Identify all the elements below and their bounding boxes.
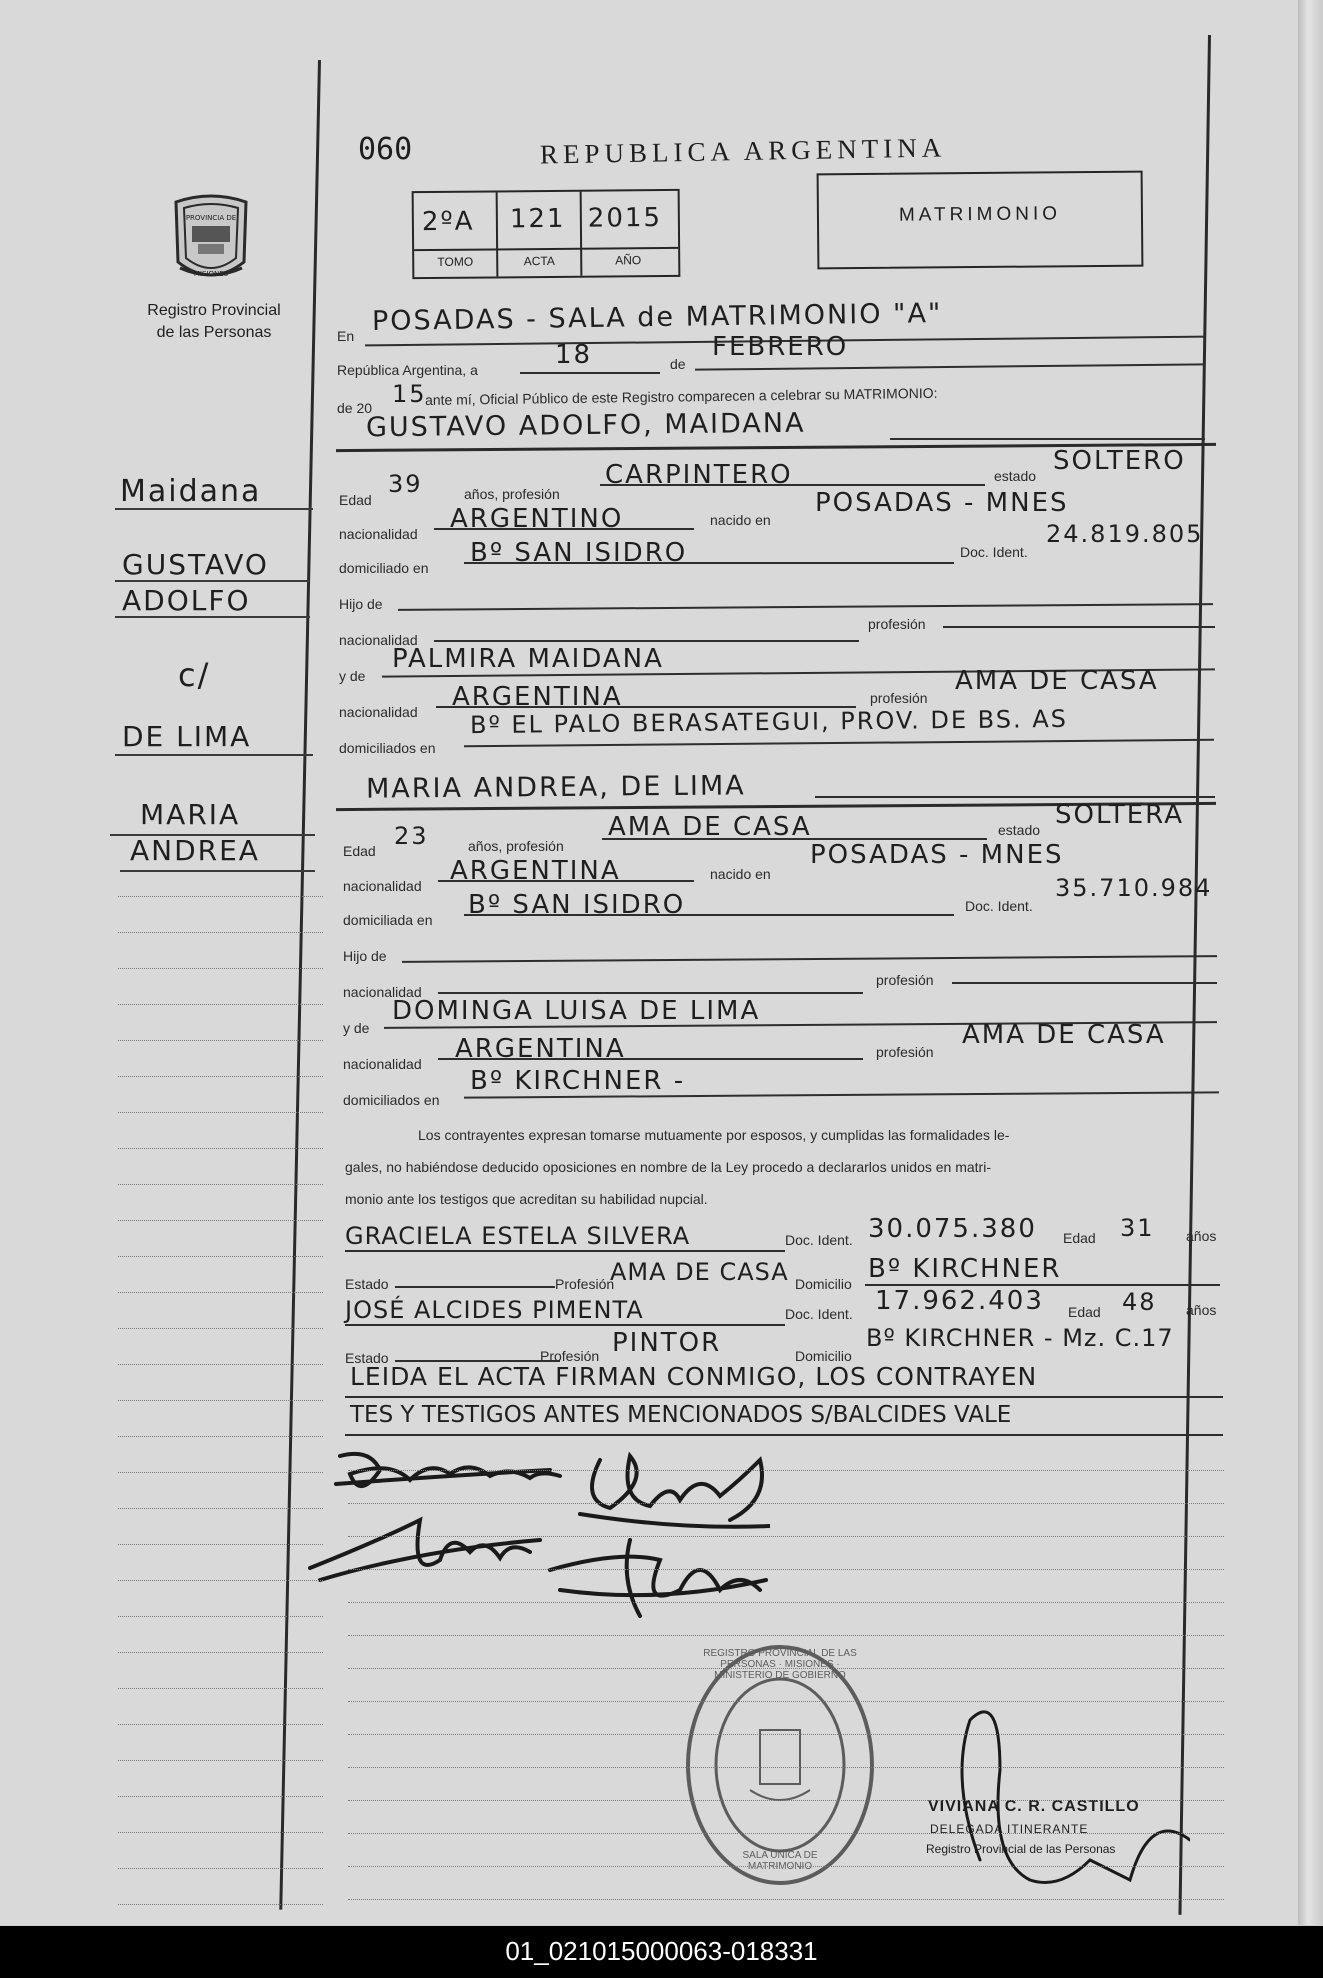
stamp-outer-text: REGISTRO PROVINCIAL DE LAS PERSONAS · MISIONES · MINISTERIO DE GOBIERNO — [703, 1648, 857, 1681]
groom-nacido-label: nacido en — [710, 512, 771, 528]
groom-mother: PALMIRA MAIDANA — [392, 644, 664, 674]
witness1-anos-label: años — [1186, 1228, 1217, 1244]
groom-hijo-label: Hijo de — [339, 596, 383, 612]
bride-name: MARIA ANDREA, DE LIMA — [365, 770, 746, 805]
margin-rule-line — [118, 1040, 323, 1041]
day-value: 18 — [555, 340, 593, 370]
act-type-label: MATRIMONIO — [898, 203, 1062, 226]
registry-stamp — [680, 1640, 880, 1890]
province-coat-of-arms-logo — [170, 192, 252, 290]
bride-domiciliado-label: domiciliada en — [343, 912, 433, 928]
stamp-inner-text: SALA UNICA DE MATRIMONIO — [742, 1850, 818, 1872]
de20-label: de 20 — [337, 400, 373, 416]
witness-signature-2 — [550, 1540, 766, 1616]
groom-anos-profesion-label: años, profesión — [464, 486, 560, 502]
body-rule-line — [348, 1701, 1224, 1702]
margin-rule-line — [118, 896, 323, 897]
margin-rule-line — [118, 1832, 323, 1833]
bride-hijo-label: Hijo de — [343, 948, 387, 964]
witness2-anos-label: años — [1186, 1302, 1217, 1318]
bride-age: 23 — [394, 822, 429, 850]
bride-mother-profession: AMA DE CASA — [962, 1020, 1166, 1050]
formal-text-line2: gales, no habiéndose deducido oposiciones en nombre de la Ley procedo a declararlos unidos en matri- — [345, 1159, 991, 1175]
groom-edad-label: Edad — [339, 492, 372, 508]
bride-nationality: ARGENTINA — [450, 856, 621, 886]
margin-rule-line — [118, 1544, 323, 1545]
witness2-name: JOSÉ ALCIDES PIMENTA — [345, 1296, 644, 1324]
bride-nacido-label: nacido en — [710, 866, 771, 882]
groom-mother-nat-label: nacionalidad — [339, 704, 418, 720]
reference-table — [412, 189, 681, 279]
body-rule-line — [348, 1800, 1224, 1801]
groom-age: 39 — [388, 470, 423, 498]
en-label: En — [337, 328, 355, 344]
witness2-age: 48 — [1122, 1288, 1157, 1316]
margin-rule-line — [118, 1184, 323, 1185]
margin-rule-line — [118, 1904, 323, 1905]
witness1-doc-label: Doc. Ident. — [785, 1232, 853, 1248]
bride-address: Bº SAN ISIDRO — [468, 890, 686, 920]
witness1-profession: AMA DE CASA — [610, 1258, 789, 1286]
margin-rule-line — [118, 1652, 323, 1653]
margin-rule-line — [118, 1472, 323, 1473]
margin-rule-line — [118, 932, 323, 933]
witness1-estado-label: Estado — [345, 1276, 389, 1292]
groom-father-prof-label: profesión — [868, 616, 926, 632]
margin-groom-given1: GUSTAVO — [122, 548, 269, 581]
witness1-domicilio-label: Domicilio — [795, 1276, 852, 1292]
acta-value: 121 — [509, 203, 566, 235]
margin-rule-line — [118, 1868, 323, 1869]
groom-mother-profession: AMA DE CASA — [955, 666, 1159, 696]
margin-rule-line — [118, 968, 323, 969]
body-rule-line — [348, 1734, 1224, 1735]
groom-estado-label: estado — [994, 468, 1037, 484]
groom-profession: CARPINTERO — [605, 460, 793, 490]
groom-birthplace: POSADAS - MNES — [815, 488, 1069, 518]
tomo-label: TOMO — [437, 254, 474, 269]
bride-mother-nat-label: nacionalidad — [343, 1056, 422, 1072]
formal-text-line1: Los contrayentes expresan tomarse mutuamente por esposos, y cumplidas las formalidades le- — [418, 1127, 1010, 1143]
svg-text:MISIONES: MISIONES — [193, 270, 229, 278]
scan-footer — [0, 1926, 1323, 1978]
groom-father-nat-label: nacionalidad — [339, 632, 418, 648]
witness1-age: 31 — [1120, 1214, 1155, 1242]
margin-rule-line — [118, 1076, 323, 1077]
groom-name: GUSTAVO ADOLFO, MAIDANA — [365, 407, 806, 444]
margin-rule-line — [118, 1508, 323, 1509]
signatures-area — [300, 1440, 770, 1620]
bride-estado-label: estado — [998, 822, 1041, 838]
bride-doc-number: 35.710.984 — [1055, 874, 1213, 902]
bride-father-nat-label: nacionalidad — [343, 984, 422, 1000]
margin-rule-line — [118, 1400, 323, 1401]
witness1-address: Bº KIRCHNER — [868, 1254, 1062, 1284]
groom-nationality: ARGENTINO — [450, 504, 624, 534]
body-rule-line — [348, 1899, 1224, 1900]
margin-rule-line — [118, 1796, 323, 1797]
margin-rule-line — [118, 1724, 323, 1725]
month-value: FEBRERO — [712, 332, 849, 362]
witness2-domicilio-label: Domicilio — [795, 1348, 852, 1364]
witness-signature-1 — [310, 1520, 540, 1580]
margin-conjunction: c/ — [178, 656, 211, 694]
official-office: Registro Provincial de las Personas — [926, 1842, 1116, 1856]
body-rule-line — [348, 1569, 1224, 1570]
official-signature — [890, 1680, 1190, 1910]
bride-father-prof-label: profesión — [876, 972, 934, 988]
body-rule-line — [348, 1833, 1224, 1834]
groom-doc-number: 24.819.805 — [1046, 520, 1204, 548]
margin-rule-line — [118, 1292, 323, 1293]
margin-rule-line — [118, 1220, 323, 1221]
margin-groom-given2: ADOLFO — [122, 584, 251, 617]
body-rule-line — [348, 1635, 1224, 1636]
acta-label: ACTA — [523, 253, 555, 269]
body-rule-line — [348, 1470, 1224, 1471]
witness2-address: Bº KIRCHNER - Mz. C.17 — [866, 1324, 1174, 1352]
bride-nacionalidad-label: nacionalidad — [343, 878, 422, 894]
witness1-profesion-label: Profesión — [555, 1276, 615, 1292]
bride-signature — [580, 1456, 770, 1527]
bride-parents-dom-label: domiciliados en — [343, 1092, 440, 1108]
bride-anos-profesion-label: años, profesión — [468, 838, 564, 854]
margin-bride-given1: MARIA — [140, 798, 241, 831]
witness1-doc: 30.075.380 — [868, 1214, 1037, 1244]
groom-doc-label: Doc. Ident. — [960, 544, 1028, 560]
margin-rule-line — [118, 1580, 323, 1581]
footer-id: 01_021015000063-018331 — [505, 1936, 818, 1966]
bride-birthplace: POSADAS - MNES — [810, 840, 1064, 870]
body-rule-line — [348, 1602, 1224, 1603]
official-title: DELEGADA ITINERANTE — [930, 1822, 1089, 1836]
body-rule-line — [348, 1767, 1224, 1768]
bride-parents-address: Bº KIRCHNER - — [470, 1066, 686, 1096]
de-label: de — [670, 356, 686, 372]
groom-parents-address: Bº EL PALO BERASATEGUI, PROV. DE BS. AS — [469, 704, 1069, 740]
margin-groom-surname: Maidana — [120, 474, 262, 509]
witness2-profession: PINTOR — [612, 1328, 722, 1358]
witness2-estado-label: Estado — [345, 1350, 389, 1366]
groom-yde-label: y de — [339, 668, 366, 684]
margin-rule-line — [118, 1364, 323, 1365]
groom-nacionalidad-label: nacionalidad — [339, 526, 418, 542]
body-rule-line — [348, 1866, 1224, 1867]
formal-text-line3: monio ante los testigos que acreditan su habilidad nupcial. — [345, 1191, 708, 1207]
registry-name-line2: de las Personas — [156, 324, 272, 341]
bride-mother-prof-label: profesión — [876, 1044, 934, 1060]
witness2-edad-label: Edad — [1068, 1304, 1101, 1320]
page-edge — [1298, 0, 1323, 1925]
groom-mother-nationality: ARGENTINA — [452, 682, 623, 712]
margin-bride-surname: DE LIMA — [122, 720, 252, 753]
place-value: POSADAS - SALA de MATRIMONIO "A" — [371, 298, 943, 337]
margin-rule-line — [118, 1112, 323, 1113]
closing-line2: TES Y TESTIGOS ANTES MENCIONADOS S/BALCIDES VALE — [350, 1402, 1012, 1428]
bride-edad-label: Edad — [343, 843, 376, 859]
bride-mother: DOMINGA LUISA DE LIMA — [392, 996, 761, 1026]
margin-rule-line — [118, 1148, 323, 1149]
anio-value: 2015 — [587, 202, 663, 234]
act-type-box — [817, 171, 1144, 270]
tomo-value: 2ºA — [421, 206, 475, 238]
groom-mother-prof-label: profesión — [870, 690, 928, 706]
body-rule-line — [348, 1668, 1224, 1669]
margin-rule-line — [118, 1328, 323, 1329]
bride-profession: AMA DE CASA — [608, 812, 812, 842]
margin-rule-line — [118, 1688, 323, 1689]
groom-domiciliado-label: domiciliado en — [339, 560, 429, 576]
margin-rule-line — [118, 1616, 323, 1617]
bride-marital-status: SOLTERA — [1055, 800, 1184, 830]
groom-address: Bº SAN ISIDRO — [470, 538, 688, 568]
closing-line1: LEIDA EL ACTA FIRMAN CONMIGO, LOS CONTRAYEN — [350, 1362, 1038, 1391]
margin-bride-given2: ANDREA — [130, 834, 260, 867]
body-rule-line — [348, 1536, 1224, 1537]
margin-rule-line — [118, 1760, 323, 1761]
groom-parents-dom-label: domiciliados en — [339, 740, 436, 756]
intro-sentence: ante mí, Oficial Público de este Registro comparecen a celebrar su MATRIMONIO: — [424, 384, 938, 408]
witness2-profesion-label: Profesión — [540, 1348, 600, 1364]
witness1-edad-label: Edad — [1063, 1230, 1096, 1246]
registry-name-line1: Registro Provincial — [147, 302, 281, 319]
witness2-doc-label: Doc. Ident. — [785, 1306, 853, 1322]
page-number: 060 — [358, 132, 413, 167]
witness1-name: GRACIELA ESTELA SILVERA — [345, 1222, 691, 1250]
bride-yde-label: y de — [343, 1020, 370, 1036]
republica-label: República Argentina, a — [337, 362, 478, 378]
official-name: VIVIANA C. R. CASTILLO — [928, 1798, 1140, 1815]
body-rule-line — [348, 1503, 1224, 1504]
bride-mother-nationality: ARGENTINA — [455, 1034, 626, 1064]
year-suffix-value: 15 — [392, 380, 427, 408]
country-heading: REPUBLICA ARGENTINA — [539, 132, 947, 170]
groom-marital-status: SOLTERO — [1053, 446, 1186, 476]
svg-text:PROVINCIA DE: PROVINCIA DE — [185, 214, 237, 222]
witness2-doc: 17.962.403 — [875, 1286, 1044, 1316]
margin-rule-line — [118, 1436, 323, 1437]
anio-label: AÑO — [615, 253, 642, 268]
margin-rule-line — [118, 1256, 323, 1257]
bride-doc-label: Doc. Ident. — [965, 898, 1033, 914]
margin-rule-line — [118, 1004, 323, 1005]
